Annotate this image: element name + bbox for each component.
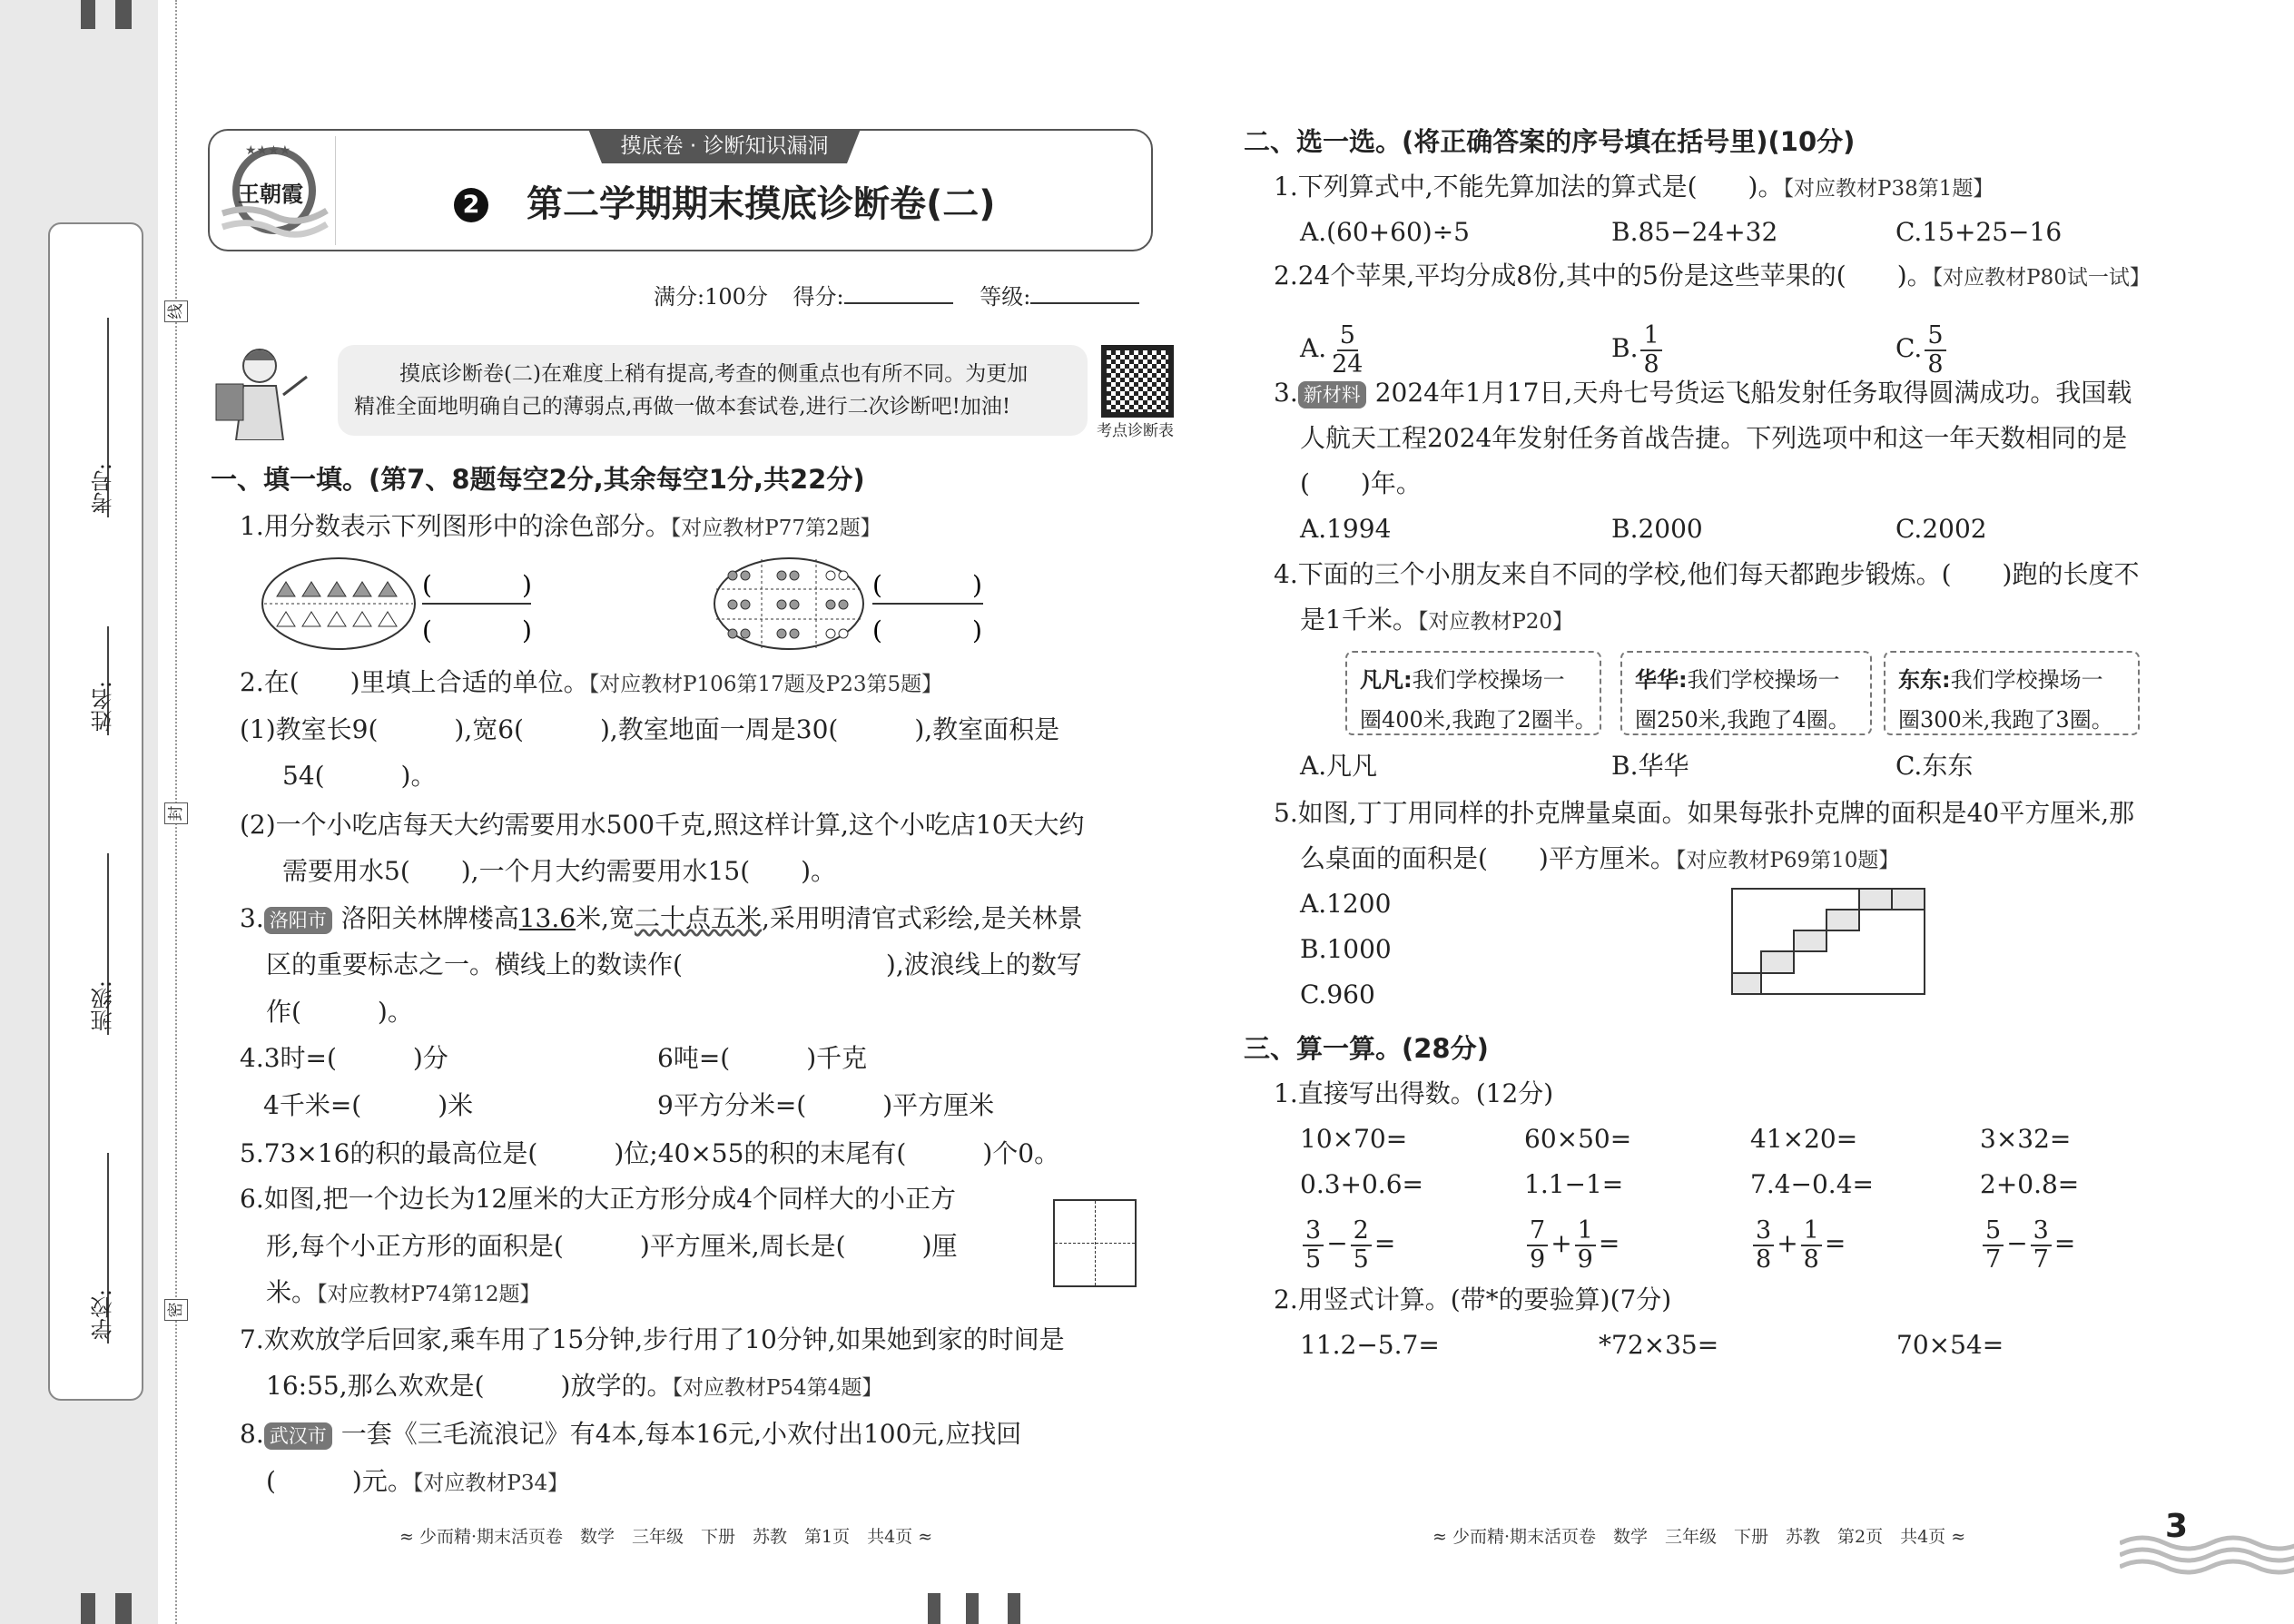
calc-item — [1980, 1212, 2075, 1275]
textbook-ref: 【对应教材P20】 — [1417, 610, 1574, 634]
new-material-badge: 新材料 — [1298, 381, 1366, 408]
option-b[interactable]: B.1000 — [1300, 934, 1392, 964]
option-c[interactable]: C.2002 — [1895, 514, 1987, 544]
card-text: 圈250米,我跑了4圈。 — [1635, 707, 1850, 733]
section-2-title: 二、选一选。(将正确答案的序号填在括号里)(10分) — [1244, 126, 1856, 157]
denominator: 5 — [1353, 1245, 1369, 1274]
numerator: 1 — [1640, 322, 1661, 351]
question-number: 3. — [240, 903, 264, 933]
numerator: 5 — [1983, 1217, 2004, 1246]
textbook-ref: 【对应教材P77第2题】 — [670, 517, 881, 540]
s1-q7-l2 — [266, 1368, 882, 1404]
section-1-title: 一、填一填。(第7、8题每空2分,其余每空1分,共22分) — [211, 464, 865, 495]
option-a[interactable]: A.1200 — [1300, 889, 1392, 919]
question-number: 3. — [1274, 378, 1298, 408]
question-text: 米。 — [266, 1277, 318, 1307]
denominator: 7 — [1985, 1245, 2002, 1274]
card-text: 我们学校操场一 — [1950, 667, 2103, 693]
student-info-box — [48, 222, 143, 1401]
registration-mark — [115, 1593, 132, 1624]
option-c[interactable]: C.15+25−16 — [1895, 217, 2063, 247]
operator: − — [1326, 1228, 1348, 1258]
textbook-ref: 【对应教材P38第1题】 — [1783, 177, 1994, 201]
svg-text:★★★★: ★★★★ — [245, 143, 291, 158]
numerator: 3 — [1753, 1217, 1774, 1246]
calc-item — [1300, 1212, 1395, 1275]
svg-text:): ) — [522, 615, 532, 645]
numerator: 3 — [2031, 1217, 2052, 1246]
grade-field[interactable] — [1030, 279, 1139, 304]
underlined-number: 13.6 — [518, 903, 576, 933]
footer-left: ≈ 少而精·期末活页卷 数学 三年级 下册 苏教 第1页 共4页 ≈ — [399, 1527, 933, 1547]
numerator: 3 — [1303, 1217, 1324, 1246]
option-a[interactable]: A.(60+60)÷5 — [1300, 217, 1470, 247]
s1-q2 — [240, 664, 942, 701]
textbook-ref: 【对应教材P69第10题】 — [1675, 849, 1900, 872]
calc-item: 60×50= — [1524, 1124, 1632, 1154]
question-text: 2.24个苹果,平均分成8份,其中的5份是这些苹果的( )。 — [1274, 261, 1933, 290]
banner-tag-text: 摸底卷 · 诊断知识漏洞 — [620, 134, 829, 158]
textbook-ref: 【对应教材P106第17题及P23第5题】 — [588, 673, 943, 696]
denominator: 9 — [1577, 1245, 1593, 1274]
registration-mark — [81, 0, 95, 29]
s1-q1 — [240, 508, 881, 545]
question-text: 1.用分数表示下列图形中的涂色部分。 — [240, 511, 671, 541]
card-text: 圈400米,我跑了2圈半。 — [1360, 707, 1597, 733]
registration-mark — [115, 0, 132, 29]
denominator: 8 — [1927, 349, 1944, 379]
question-text: 4.3时=( )分 — [240, 1043, 448, 1073]
fraction — [1329, 322, 1365, 379]
grade-label: 等级: — [980, 284, 1031, 310]
denominator: 9 — [1530, 1245, 1546, 1274]
calc-item: 7.4−0.4= — [1750, 1169, 1874, 1199]
question-text: 4千米=( )米 — [263, 1090, 474, 1120]
score-label: 得分: — [793, 284, 844, 310]
svg-text:(: ( — [872, 615, 882, 645]
wavy-underlined-number: 二十点五米 — [634, 903, 762, 933]
calc-item: 10×70= — [1300, 1124, 1408, 1154]
textbook-ref: 【对应教材P54第4题】 — [672, 1376, 883, 1400]
option-a[interactable] — [1300, 317, 1368, 380]
s2-q5-l2 — [1300, 841, 1899, 877]
option-a[interactable]: A.1994 — [1300, 514, 1392, 544]
question-text: 么桌面的面积是( )平方厘米。 — [1300, 843, 1676, 873]
question-number: 8. — [240, 1419, 264, 1449]
question-text: 54( )。 — [282, 761, 437, 791]
vertical-calc-item: 70×54= — [1896, 1330, 2004, 1360]
question-text: 6.如图,把一个边长为12厘米的大正方形分成4个同样大的小正方 — [240, 1184, 957, 1214]
registration-mark — [1008, 1593, 1020, 1624]
question-text: 9平方分米=( )平方厘米 — [657, 1090, 995, 1120]
question-text: (1)教室长9( ),宽6( ),教室地面一周是30( ),教室面积是 — [240, 714, 1060, 744]
svg-text:): ) — [972, 615, 982, 645]
calc-item — [1750, 1212, 1846, 1275]
denominator: 8 — [1803, 1245, 1819, 1274]
square-figure — [1053, 1199, 1137, 1287]
numerator: 1 — [1575, 1217, 1596, 1246]
question-text: ,采用明清官式彩绘,是关林景 — [762, 903, 1083, 933]
qr-code[interactable] — [1101, 345, 1174, 418]
vertical-calc-item: *72×35= — [1599, 1330, 1719, 1360]
question-text: 16:55,那么欢欢是( )放学的。 — [266, 1371, 673, 1401]
fraction — [1640, 322, 1661, 379]
equals: = — [2053, 1228, 2076, 1258]
registration-mark — [966, 1593, 979, 1624]
card-text: 我们学校操场一 — [1412, 667, 1565, 693]
question-text: 7.欢欢放学后回家,乘车用了15分钟,步行用了10分钟,如果她到家的时间是 — [240, 1324, 1065, 1354]
calc-item: 41×20= — [1750, 1124, 1858, 1154]
fraction — [1303, 1217, 1324, 1274]
region-badge: 武汉市 — [264, 1422, 332, 1450]
calc-item: 3×32= — [1980, 1124, 2072, 1154]
paper-number-badge: 2 — [454, 188, 488, 222]
svg-text:(: ( — [422, 570, 432, 600]
svg-text:(: ( — [872, 570, 882, 600]
equals: = — [1598, 1228, 1620, 1258]
speech-card-huahua — [1620, 651, 1872, 735]
s2-q1 — [1274, 169, 1994, 205]
cut-mark-xian: 线 — [164, 300, 188, 322]
option-b[interactable]: B.85−24+32 — [1611, 217, 1778, 247]
question-text: 一套《三毛流浪记》有4本,每本16元,小欢付出100元,应找回 — [340, 1419, 1022, 1449]
full-score: 满分:100分 — [654, 284, 768, 310]
speaker-name: 华华: — [1635, 667, 1688, 693]
option-c[interactable]: C.东东 — [1895, 751, 1974, 781]
option-a[interactable]: A.凡凡 — [1300, 751, 1378, 781]
option-label: B. — [1611, 333, 1639, 363]
svg-text:(: ( — [422, 615, 432, 645]
s2-q2 — [1274, 258, 2151, 294]
question-text: 2024年1月17日,天舟七号货运飞船发射任务取得圆满成功。我国载 — [1374, 378, 2132, 408]
question-text: 区的重要标志之一。横线上的数读作( ),波浪线上的数写 — [266, 950, 1082, 979]
section-3-title: 三、算一算。(28分) — [1244, 1033, 1489, 1064]
option-b[interactable] — [1611, 317, 1665, 380]
textbook-ref: 【对应教材P34】 — [412, 1471, 569, 1495]
numerator: 5 — [1925, 322, 1945, 351]
svg-text:): ) — [972, 570, 982, 600]
option-label: C. — [1895, 333, 1923, 363]
option-c[interactable] — [1895, 317, 1949, 380]
question-text: 5.如图,丁丁用同样的扑克牌量桌面。如果每张扑克牌的面积是40平方厘米,那 — [1274, 798, 2135, 828]
calc-item — [1524, 1212, 1620, 1275]
speaker-name: 东东: — [1898, 667, 1951, 693]
s1-q8 — [240, 1416, 1021, 1452]
school-label: 学校: — [91, 1289, 116, 1341]
fraction — [2031, 1217, 2052, 1274]
numerator: 1 — [1801, 1217, 1822, 1246]
question-text: ( )元。 — [266, 1466, 413, 1496]
question-text: 人航天工程2024年发射任务首战告捷。下列选项中和这一年天数相同的是 — [1300, 423, 2128, 453]
operator: − — [2006, 1228, 2028, 1258]
card-text: 我们学校操场一 — [1687, 667, 1840, 693]
numerator: 7 — [1527, 1217, 1548, 1246]
denominator: 7 — [2033, 1245, 2049, 1274]
class-label: 班级: — [91, 980, 116, 1032]
score-field[interactable] — [844, 279, 953, 304]
intro-text: 精准全面地明确自己的薄弱点,再做一做本套试卷,进行二次诊断吧!加油! — [354, 395, 1011, 418]
textbook-ref: 【对应教材P74第12题】 — [317, 1283, 541, 1306]
operator: + — [1551, 1228, 1572, 1258]
calc-item: 1.1−1= — [1524, 1169, 1624, 1199]
question-text: (2)一个小吃店每天大约需要用水500千克,照这样计算,这个小吃店10天大约 — [240, 810, 1085, 840]
option-c[interactable]: C.960 — [1300, 979, 1375, 1009]
question-text: 6吨=( )千克 — [657, 1043, 868, 1073]
option-b[interactable]: B.华华 — [1611, 751, 1689, 781]
fraction — [1753, 1217, 1774, 1274]
name-label: 姓名: — [91, 681, 116, 733]
operator: + — [1777, 1228, 1798, 1258]
fraction — [1575, 1217, 1596, 1274]
question-text: 1.直接写出得数。(12分) — [1274, 1078, 1554, 1108]
fraction — [1351, 1217, 1372, 1274]
card-text: 圈300米,我跑了3圈。 — [1898, 707, 2113, 733]
question-text: 2.在( )里填上合适的单位。 — [240, 667, 589, 697]
calc-item: 2+0.8= — [1980, 1169, 2080, 1199]
question-text: 4.下面的三个小朋友来自不同的学校,他们每天都跑步锻炼。( )跑的长度不 — [1274, 559, 2140, 589]
option-b[interactable]: B.2000 — [1611, 514, 1703, 544]
fraction — [1925, 322, 1945, 379]
question-text: 1.下列算式中,不能先算加法的算式是( )。 — [1274, 172, 1784, 202]
vertical-calc-item: 11.2−5.7= — [1300, 1330, 1440, 1360]
fraction-figures — [259, 556, 1003, 655]
speech-card-fanfan — [1345, 651, 1601, 735]
textbook-ref: 【对应教材P80试一试】 — [1932, 266, 2151, 290]
numerator: 2 — [1351, 1217, 1372, 1246]
fraction — [1527, 1217, 1548, 1274]
speech-card-dongdong — [1884, 651, 2140, 735]
question-text: ( )年。 — [1300, 468, 1422, 498]
question-text: 2.用竖式计算。(带*的要验算)(7分) — [1274, 1284, 1672, 1314]
teacher-cartoon — [207, 340, 316, 440]
qr-label: 考点诊断表 — [1097, 422, 1174, 440]
denominator: 5 — [1305, 1245, 1322, 1274]
question-text: 需要用水5( ),一个月大约需要用水15( )。 — [282, 856, 837, 886]
cut-mark-mi: 密 — [164, 1299, 188, 1321]
s1-q6-l3 — [266, 1275, 541, 1311]
page-title: 第二学期期末摸底诊断卷(二) — [527, 183, 996, 225]
question-text: 是1千米。 — [1300, 605, 1418, 635]
fraction — [1983, 1217, 2004, 1274]
registration-mark — [81, 1593, 95, 1624]
option-label: A. — [1300, 333, 1327, 363]
numerator: 5 — [1337, 322, 1358, 351]
exam-number-label: 考号: — [91, 463, 116, 515]
speaker-name: 凡凡: — [1360, 667, 1413, 693]
denominator: 8 — [1756, 1245, 1772, 1274]
fraction — [1801, 1217, 1822, 1274]
denominator: 24 — [1332, 349, 1364, 379]
equals: = — [1824, 1228, 1846, 1258]
s2-q3 — [1274, 375, 2132, 411]
question-text: 5.73×16的积的最高位是( )位;40×55的积的末尾有( )个0。 — [240, 1138, 1060, 1168]
calc-item: 0.3+0.6= — [1300, 1169, 1423, 1199]
footer-right: ≈ 少而精·期末活页卷 数学 三年级 下册 苏教 第2页 共4页 ≈ — [1433, 1527, 1966, 1547]
svg-text:): ) — [522, 570, 532, 600]
s1-q8-l2 — [266, 1463, 568, 1500]
logo-text: 王朝霞 — [238, 181, 303, 207]
score-line — [654, 279, 1139, 315]
s1-q3 — [240, 901, 1083, 937]
denominator: 8 — [1643, 349, 1659, 379]
cut-mark-feng: 封 — [164, 802, 188, 824]
s2-q4-l2 — [1300, 602, 1573, 638]
region-badge: 洛阳市 — [264, 907, 332, 934]
question-text: 形,每个小正方形的面积是( )平方厘米,周长是( )厘 — [266, 1231, 958, 1261]
question-text: 洛阳关林牌楼高 — [340, 903, 519, 933]
equals: = — [1373, 1228, 1396, 1258]
page-number: 3 — [2165, 1508, 2189, 1545]
registration-mark — [928, 1593, 940, 1624]
intro-text: 摸底诊断卷(二)在难度上稍有提高,考查的侧重点也有所不同。为更加 — [399, 362, 1029, 386]
playing-card-table-figure — [1731, 888, 1927, 997]
logo — [218, 136, 336, 245]
wave-decoration — [2120, 1525, 2294, 1575]
question-text: 米,宽 — [576, 903, 635, 933]
question-text: 作( )。 — [266, 997, 413, 1027]
